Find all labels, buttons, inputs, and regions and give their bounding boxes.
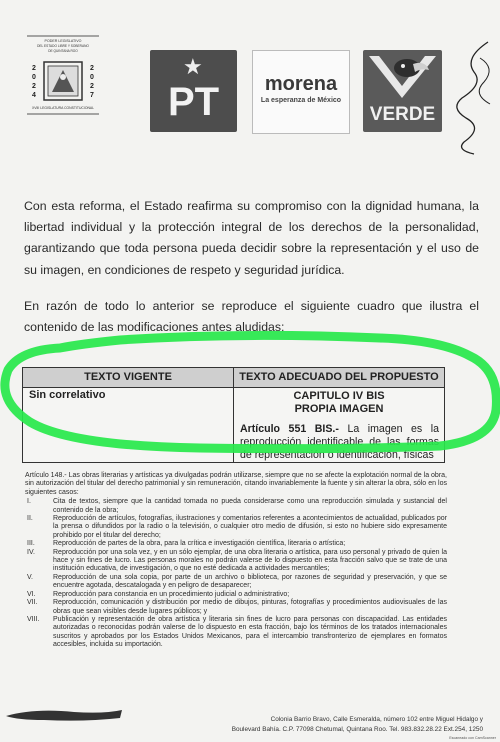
footnote-item: [25, 599, 447, 616]
item-text: Publicación y representación de obra artística y literaria sin fines de lucro para personas con discapacidad. Las entidades autorizadas o reconocidas podrán valerse de lo dispuesto en esta fracción, bajo los términos de los tratados internacionales suscritos y aprobados por los Estados Unidos Mexicanos, para el intercambio transfronterizo de ejemplares en formatos accesibles, incluida su importación.: [53, 615, 447, 649]
verde-party-logo: [363, 50, 442, 132]
footnote-article-148: [25, 472, 447, 650]
article-label: Artículo 551 BIS.-: [240, 423, 339, 435]
morena-logo-text: morena: [264, 73, 338, 95]
year-digit: 2: [32, 65, 36, 72]
year-digit: 2: [90, 83, 94, 90]
congreso-seal: [23, 30, 103, 122]
handwritten-signature: [444, 38, 500, 158]
item-number: III.: [27, 540, 35, 548]
svg-text:DE QUINTANA ROO: DE QUINTANA ROO: [48, 49, 78, 53]
chapter-title: PROPIA IMAGEN: [294, 403, 384, 415]
morena-party-logo: [252, 50, 350, 134]
year-digit: 2: [32, 83, 36, 90]
morena-tagline: La esperanza de México: [260, 97, 342, 104]
footnote-item: [25, 616, 447, 650]
footer-address-line1: Colonia Barrio Bravo, Calle Esmeralda, número 102 entre Miguel Hidalgo y: [270, 716, 483, 723]
item-number: IV.: [27, 548, 35, 556]
footnote-item: [25, 540, 447, 548]
paragraph-reform-commitment: Con esta reforma, el Estado reafirma su compromiso con la dignidad humana, la libertad individual y la protección integral de los derechos de la personalidad, garantizando que toda persona pueda decidir sobre la representación y el uso de su imagen, en condiciones de respeto y seguridad jurídica.: [24, 199, 479, 277]
item-number: V.: [27, 573, 33, 581]
item-text: Reproducción para constancia en un procedimiento judicial o administrativo;: [53, 590, 290, 598]
footnote-item: [25, 549, 447, 574]
column-header-current-text: TEXTO VIGENTE: [23, 368, 234, 388]
pt-party-logo: [150, 50, 237, 132]
congreso-year-left: [29, 64, 39, 100]
item-number: VI.: [27, 590, 36, 598]
paragraph-table-intro: En razón de todo lo anterior se reproduce el siguiente cuadro que ilustra el contenido de las modificaciones antes aludidas:: [24, 299, 479, 335]
footer-brush-stroke: [4, 706, 124, 722]
comparison-table: [22, 367, 445, 463]
footnote-item: [25, 515, 447, 540]
item-text: Reproducción por una sola vez, y en un sólo ejemplar, de una obra literaria o artística, para uso personal y privado de quien la hace y sin fines de lucro. Las personas morales no podrán valerse de lo dispuesto en esta fracción salvo que se trate de una institución educativa, de investigación, o que no esté dedicada a actividades mercantiles;: [53, 548, 447, 573]
congreso-year-right: [87, 64, 97, 100]
svg-text:DEL ESTADO LIBRE Y SOBERANO: DEL ESTADO LIBRE Y SOBERANO: [37, 44, 89, 48]
congreso-bottom-text: XVIII LEGISLATURA CONSTITUCIONAL: [31, 106, 95, 110]
item-number: II.: [27, 515, 33, 523]
svg-text:PODER LEGISLATIVO: PODER LEGISLATIVO: [44, 39, 82, 43]
chapter-heading: CAPITULO IV BIS: [293, 390, 385, 402]
article-551-bis: [240, 423, 439, 461]
item-text: Reproducción de artículos, fotografías, ilustraciones y comentarios referentes a acontecimientos de actualidad, publicados por la prensa o difundidos por la radio o la televisión, o cualquier otro medio de difusión, si esto no hubiere sido expresamente prohibido por el titular del derecho;: [53, 515, 447, 539]
item-text: Reproducción, comunicación y distribución por medio de dibujos, pinturas, fotografías y procedimientos audiovisuales de las obras que sean visibles desde lugares públicos; y: [53, 599, 447, 615]
footnote-item: [25, 591, 447, 599]
verde-logo-text: VERDE: [369, 104, 436, 125]
column-header-proposed-text: TEXTO ADECUADO DEL PROPUESTO: [234, 368, 444, 388]
article-text: La imagen es la reproducción identificable de las formas de representación o identificación, físicas: [240, 423, 439, 461]
footnote-item: [25, 574, 447, 591]
item-number: VIII.: [27, 615, 40, 623]
year-digit: 2: [90, 65, 94, 72]
item-text: Reproducción de una sola copia, por parte de un archivo o biblioteca, por razones de seguridad y preservación, y que se encuentre agotada, descatalogada y en peligro de desaparecer;: [53, 573, 447, 590]
footer-address-line2: Boulevard Bahía. C.P. 77098 Chetumal, Quintana Roo. Tel. 983.832.28.22 Ext.254, 1250: [231, 726, 483, 733]
year-digit: 4: [32, 92, 36, 99]
current-text-cell: Sin correlativo: [29, 389, 106, 401]
scanner-watermark: Escaneado con CamScanner: [449, 736, 496, 740]
item-number: I.: [27, 498, 31, 506]
year-digit: 0: [90, 74, 94, 81]
item-text: Cita de textos, siempre que la cantidad tomada no pueda considerarse como una reproducción simulada y sustancial del contenido de la obra;: [53, 498, 447, 514]
footnote-intro: Artículo 148.- Las obras literarias y artísticas ya divulgadas podrán utilizarse, siempre que no se afecte la explotación normal de la obra, sin autorización del titular del derecho patrimonial y sin remuneración, citando invariablemente la fuente y sin alterar la obra, sólo en los siguientes casos:: [25, 472, 447, 496]
star-icon: ★: [183, 54, 203, 79]
footnote-item: [25, 498, 447, 515]
item-text: Reproducción de partes de la obra, para la crítica e investigación científica, literaria o artística;: [53, 540, 346, 548]
year-digit: 7: [90, 92, 94, 99]
pt-logo-text: PT: [167, 80, 220, 124]
year-digit: 0: [32, 74, 36, 81]
item-number: VII.: [27, 599, 38, 607]
